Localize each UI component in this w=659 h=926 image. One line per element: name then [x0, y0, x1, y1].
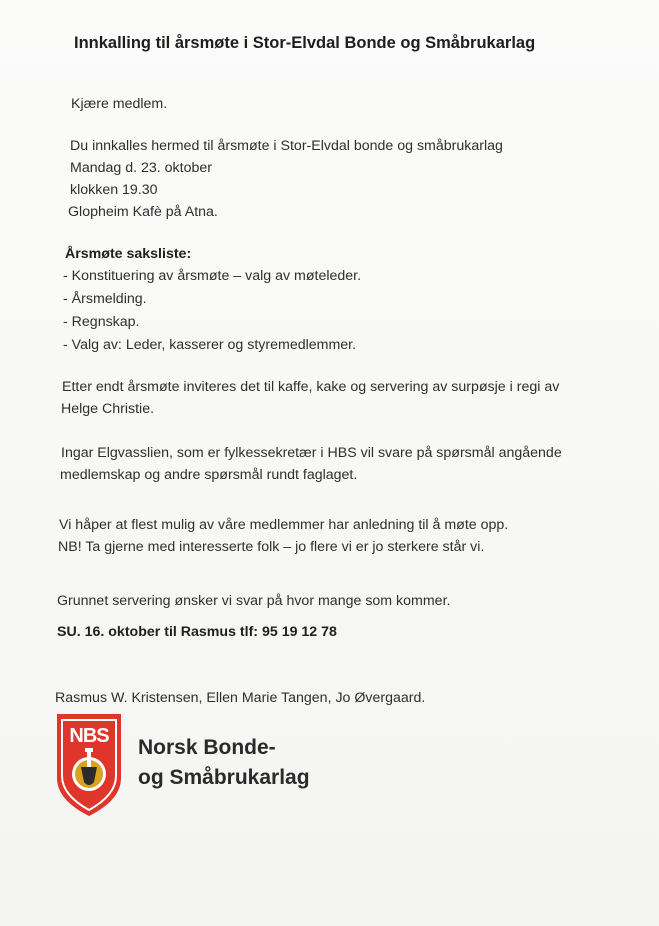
nbs-logo — [55, 712, 123, 823]
agenda-item: - Valg av: Leder, kasserer og styremedlemmer. — [63, 337, 357, 353]
org-name-line: Norsk Bonde- — [138, 736, 276, 759]
hope-line: NB! Ta gjerne med interesserte folk – jo flere vi er jo sterkere står vi. — [58, 539, 485, 555]
org-name-line: og Småbrukarlag — [138, 766, 310, 789]
hope-line: Vi håper at flest mulig av våre medlemmer har anledning til å møte opp. — [59, 517, 509, 533]
agenda-heading: Årsmøte saksliste: — [65, 246, 192, 262]
greeting: Kjære medlem. — [71, 96, 168, 112]
after-meeting-line: Helge Christie. — [61, 401, 155, 417]
hbs-info-line: medlemskap og andre spørsmål rundt faglaget. — [60, 467, 358, 483]
agenda-item: - Konstituering av årsmøte – valg av møteleder. — [63, 268, 362, 284]
letter-title: Innkalling til årsmøte i Stor-Elvdal Bonde og Småbrukarlag — [74, 34, 536, 52]
meeting-time: klokken 19.30 — [70, 182, 158, 198]
nbs-shield-icon — [55, 712, 123, 818]
meeting-place: Glopheim Kafè på Atna. — [68, 204, 218, 220]
after-meeting-line: Etter endt årsmøte inviteres det til kaffe, kake og servering av surpøsje i regi av — [62, 379, 560, 395]
rsvp-line: Grunnet servering ønsker vi svar på hvor mange som kommer. — [57, 593, 451, 609]
rsvp-deadline: SU. 16. oktober til Rasmus tlf: 95 19 12 78 — [57, 624, 337, 640]
hbs-info-line: Ingar Elgvasslien, som er fylkessekretær i HBS vil svare på spørsmål angående — [61, 445, 562, 461]
invitation-line: Du innkalles hermed til årsmøte i Stor-Elvdal bonde og småbrukarlag — [70, 138, 503, 154]
org-name — [138, 733, 310, 793]
signatures: Rasmus W. Kristensen, Ellen Marie Tangen, Jo Øvergaard. — [55, 690, 426, 706]
agenda-item: - Regnskap. — [63, 314, 140, 330]
agenda-item: - Årsmelding. — [63, 291, 147, 307]
meeting-date: Mandag d. 23. oktober — [70, 160, 212, 176]
logo-letters: NBS — [69, 725, 109, 747]
